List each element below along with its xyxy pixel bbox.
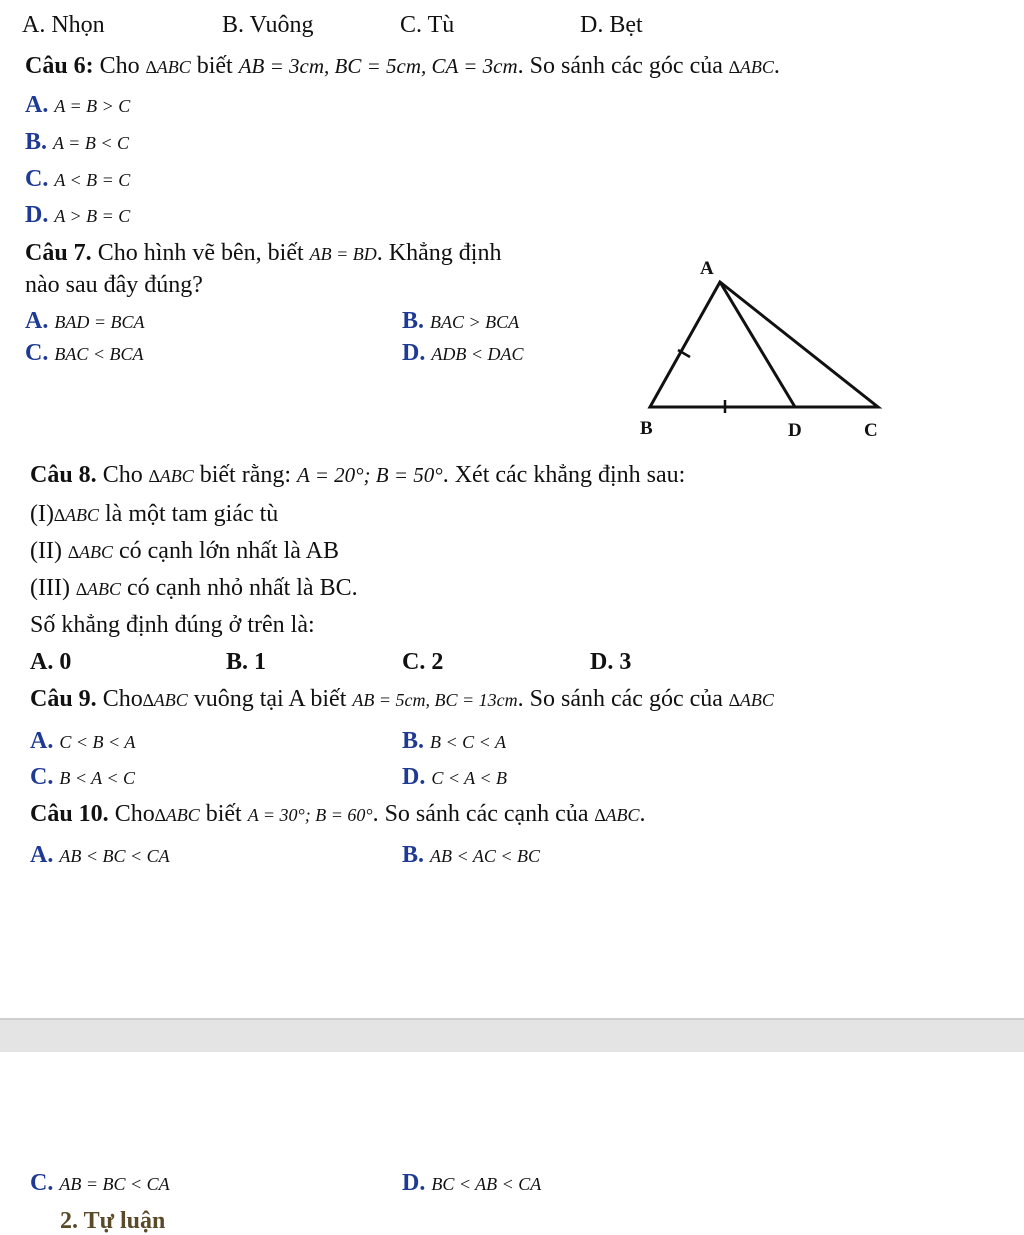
q6-question [25,52,780,81]
q8-statement-2 [30,537,339,566]
triangle-figure [620,250,900,450]
option-letter: A. [30,728,54,754]
option-value: BAC > BCA [430,312,520,332]
q6-text-2: biết [190,53,239,79]
statement-number: (III) [30,575,76,601]
q10-text-2: biết [199,801,248,827]
statement-text: có cạnh lớn nhất là AB [112,538,339,564]
q7-option-a [25,307,144,336]
q6-text-3: . So sánh các góc của [517,53,729,79]
option-letter: D. [25,202,49,228]
q8-text-1: Cho [96,462,149,488]
q6-triangle: ∆ABC [145,57,191,77]
q10-option-d [402,1169,541,1198]
q10-label: Câu 10. [30,801,109,827]
q8-option-c: C. 2 [402,649,444,675]
q10-text-3: . So sánh các cạnh của [372,801,595,827]
statement-text: có cạnh nhỏ nhất là BC. [120,575,358,601]
option-value: C < A < B [431,768,507,788]
option-letter: D. [402,1170,426,1196]
q7-text-2: . Khẳng định [376,240,502,266]
option-letter: B. [402,842,425,868]
statement-text: là một tam giác tù [99,501,279,527]
q10-question [30,800,646,829]
q8-ask: Số khẳng định đúng ở trên là: [30,612,315,638]
q9-text-1: Cho [96,686,143,712]
label-c: C [864,420,878,441]
q9-option-c [30,763,135,792]
option-letter: A. [30,842,54,868]
label-b: B [640,418,653,439]
triangle-abc [650,282,878,407]
q6-option-c [25,165,130,194]
option-value: ADB < DAC [431,344,524,364]
q6-option-a [25,91,130,120]
statement-triangle: ∆ABC [75,579,121,599]
statement-triangle: ∆ABC [53,505,99,525]
q9-text-3: . So sánh các góc của [517,686,729,712]
q8-question [30,461,685,490]
q7-question [25,239,501,268]
statement-number: (I) [30,501,54,527]
option-letter: A. [25,308,49,334]
option-letter: B. [402,308,425,334]
q8-option-b: B. 1 [226,649,267,675]
q9-given: AB = 5cm, BC = 13cm [352,690,518,710]
option-letter: B. [402,728,425,754]
q6-text-4: . [773,53,780,79]
label-a: A [700,258,714,279]
q8-statement-1 [30,500,278,529]
q7-option-d [402,339,523,368]
option-value: A = B < C [53,133,129,153]
option-value: BAC < BCA [54,344,144,364]
option-value: A < B = C [54,170,131,190]
q8-option-a: A. 0 [30,649,72,675]
statement-number: (II) [30,538,68,564]
option-letter: C. [30,764,54,790]
option-value: B < A < C [59,768,135,788]
option-letter: B. [25,129,48,155]
q9-triangle-2: ∆ABC [728,690,774,710]
q10-triangle-2: ∆ABC [594,805,640,825]
option-value: BC < AB < CA [431,1174,542,1194]
q10-text-4: . [639,801,646,827]
q7-question-line2: nào sau đây đúng? [25,272,203,298]
page-blank-area [0,898,1024,1018]
q8-triangle: ∆ABC [148,466,194,486]
segment-ad [720,282,795,407]
q5-option-c: C. Tù [400,12,455,38]
option-letter: C. [25,340,49,366]
statement-triangle: ∆ABC [67,542,113,562]
q5-option-b: B. Vuông [222,12,314,38]
q8-text-2: biết rằng: [193,462,298,488]
option-value: C < B < A [59,732,136,752]
q8-option-d: D. 3 [590,649,632,675]
q9-triangle: ∆ABC [142,690,188,710]
label-d: D [788,420,802,441]
q9-question [30,685,774,714]
q10-given: A = 30°; B = 60° [247,805,373,825]
q9-option-a [30,727,135,756]
option-letter: C. [30,1170,54,1196]
q5-option-a: A. Nhọn [22,12,105,38]
q9-option-b [402,727,506,756]
option-value: A > B = C [54,206,131,226]
q9-label: Câu 9. [30,686,97,712]
page-break-divider [0,1018,1024,1052]
q6-triangle-2: ∆ABC [728,57,774,77]
q8-given: A = 20°; B = 50° [297,463,443,487]
q10-text-1: Cho [108,801,155,827]
q10-triangle: ∆ABC [154,805,200,825]
q8-label: Câu 8. [30,462,97,488]
q6-given: AB = 3cm, BC = 5cm, CA = 3cm [238,54,518,78]
option-value: BAD = BCA [54,312,145,332]
q7-option-b [402,307,519,336]
q10-option-a [30,841,170,870]
q5-option-d: D. Bẹt [580,12,643,38]
q6-option-d [25,201,130,230]
q7-text-1: Cho hình vẽ bên, biết [91,240,310,266]
q7-option-c [25,339,143,368]
option-value: AB = BC < CA [59,1174,170,1194]
q9-text-2: vuông tại A biết [187,686,353,712]
q7-label: Câu 7. [25,240,92,266]
q8-statement-3 [30,574,358,603]
option-letter: A. [25,92,49,118]
option-value: AB < BC < CA [59,846,170,866]
q8-text-3: . Xét các khẳng định sau: [442,462,686,488]
q10-option-b [402,841,540,870]
option-value: AB < AC < BC [430,846,540,866]
q6-label: Câu 6: [25,53,94,79]
section-heading: 2. Tự luận [60,1208,166,1234]
q7-condition: AB = BD [309,244,377,264]
option-value: A = B > C [54,96,131,116]
option-letter: D. [402,764,426,790]
q6-option-b [25,128,129,157]
option-letter: D. [402,340,426,366]
option-letter: C. [25,166,49,192]
option-value: B < C < A [430,732,506,752]
q9-option-d [402,763,507,792]
q6-text-1: Cho [93,53,146,79]
q10-option-c [30,1169,170,1198]
